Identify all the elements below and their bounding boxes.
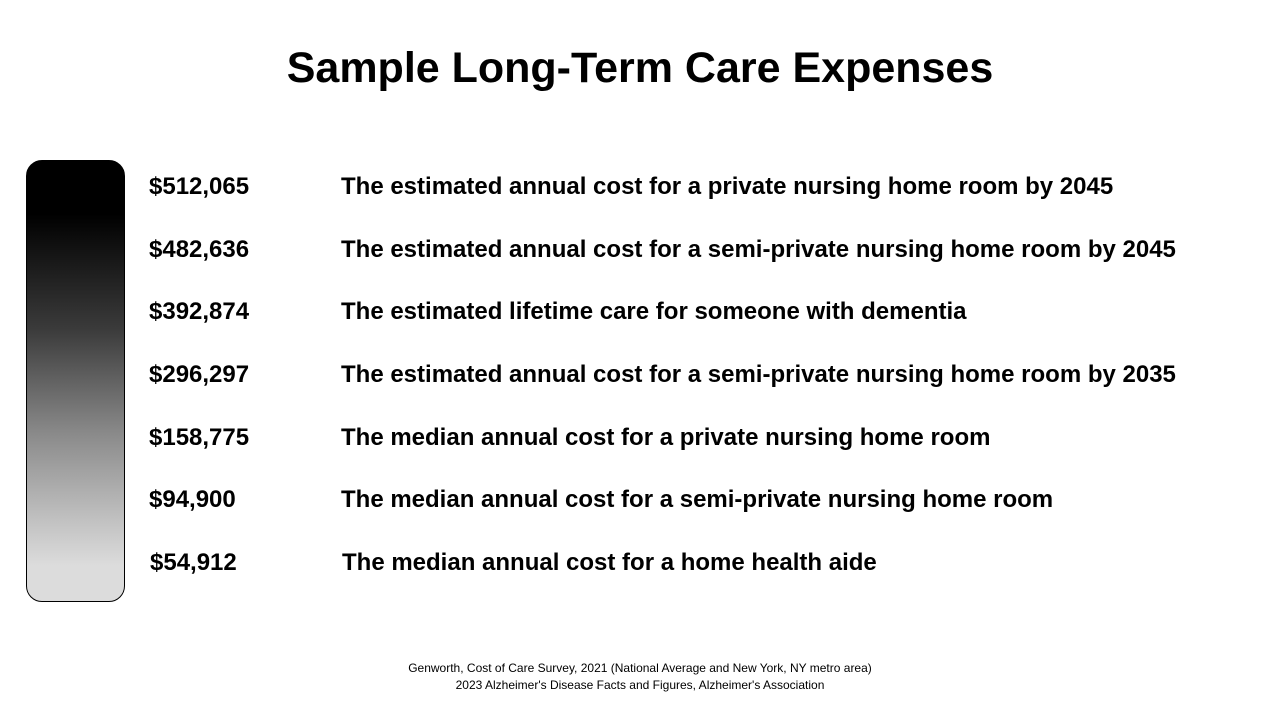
expense-amount: $482,636	[149, 236, 250, 263]
expense-row	[0, 480, 1280, 520]
expense-description: The estimated lifetime care for someone with dementia	[341, 298, 967, 325]
source-line-genworth: Genworth, Cost of Care Survey, 2021 (National Average and New York, NY metro area)	[408, 661, 872, 675]
expense-description: The estimated annual cost for a semi-private nursing home room by 2045	[341, 236, 1176, 263]
expense-row	[0, 230, 1280, 270]
expense-row	[0, 355, 1280, 395]
slide-title: Sample Long-Term Care Expenses	[286, 44, 994, 92]
expense-description: The median annual cost for a private nursing home room	[341, 424, 991, 451]
expense-row	[0, 292, 1280, 332]
expense-description: The median annual cost for a semi-private nursing home room	[341, 486, 1054, 513]
expense-description: The estimated annual cost for a private nursing home room by 2045	[341, 173, 1114, 200]
expense-amount: $54,912	[150, 549, 237, 576]
expense-row	[0, 418, 1280, 458]
expense-description: The median annual cost for a home health aide	[342, 549, 877, 576]
expense-row	[0, 167, 1280, 207]
expense-row	[0, 543, 1280, 583]
expense-amount: $512,065	[149, 173, 250, 200]
expense-amount: $296,297	[149, 361, 250, 388]
source-line-alzheimers: 2023 Alzheimer's Disease Facts and Figures, Alzheimer's Association	[455, 678, 825, 692]
source-citation	[0, 660, 1280, 694]
expense-amount: $158,775	[149, 424, 250, 451]
expense-amount: $392,874	[149, 298, 250, 325]
expense-description: The estimated annual cost for a semi-private nursing home room by 2035	[341, 361, 1176, 388]
expense-amount: $94,900	[149, 486, 236, 513]
